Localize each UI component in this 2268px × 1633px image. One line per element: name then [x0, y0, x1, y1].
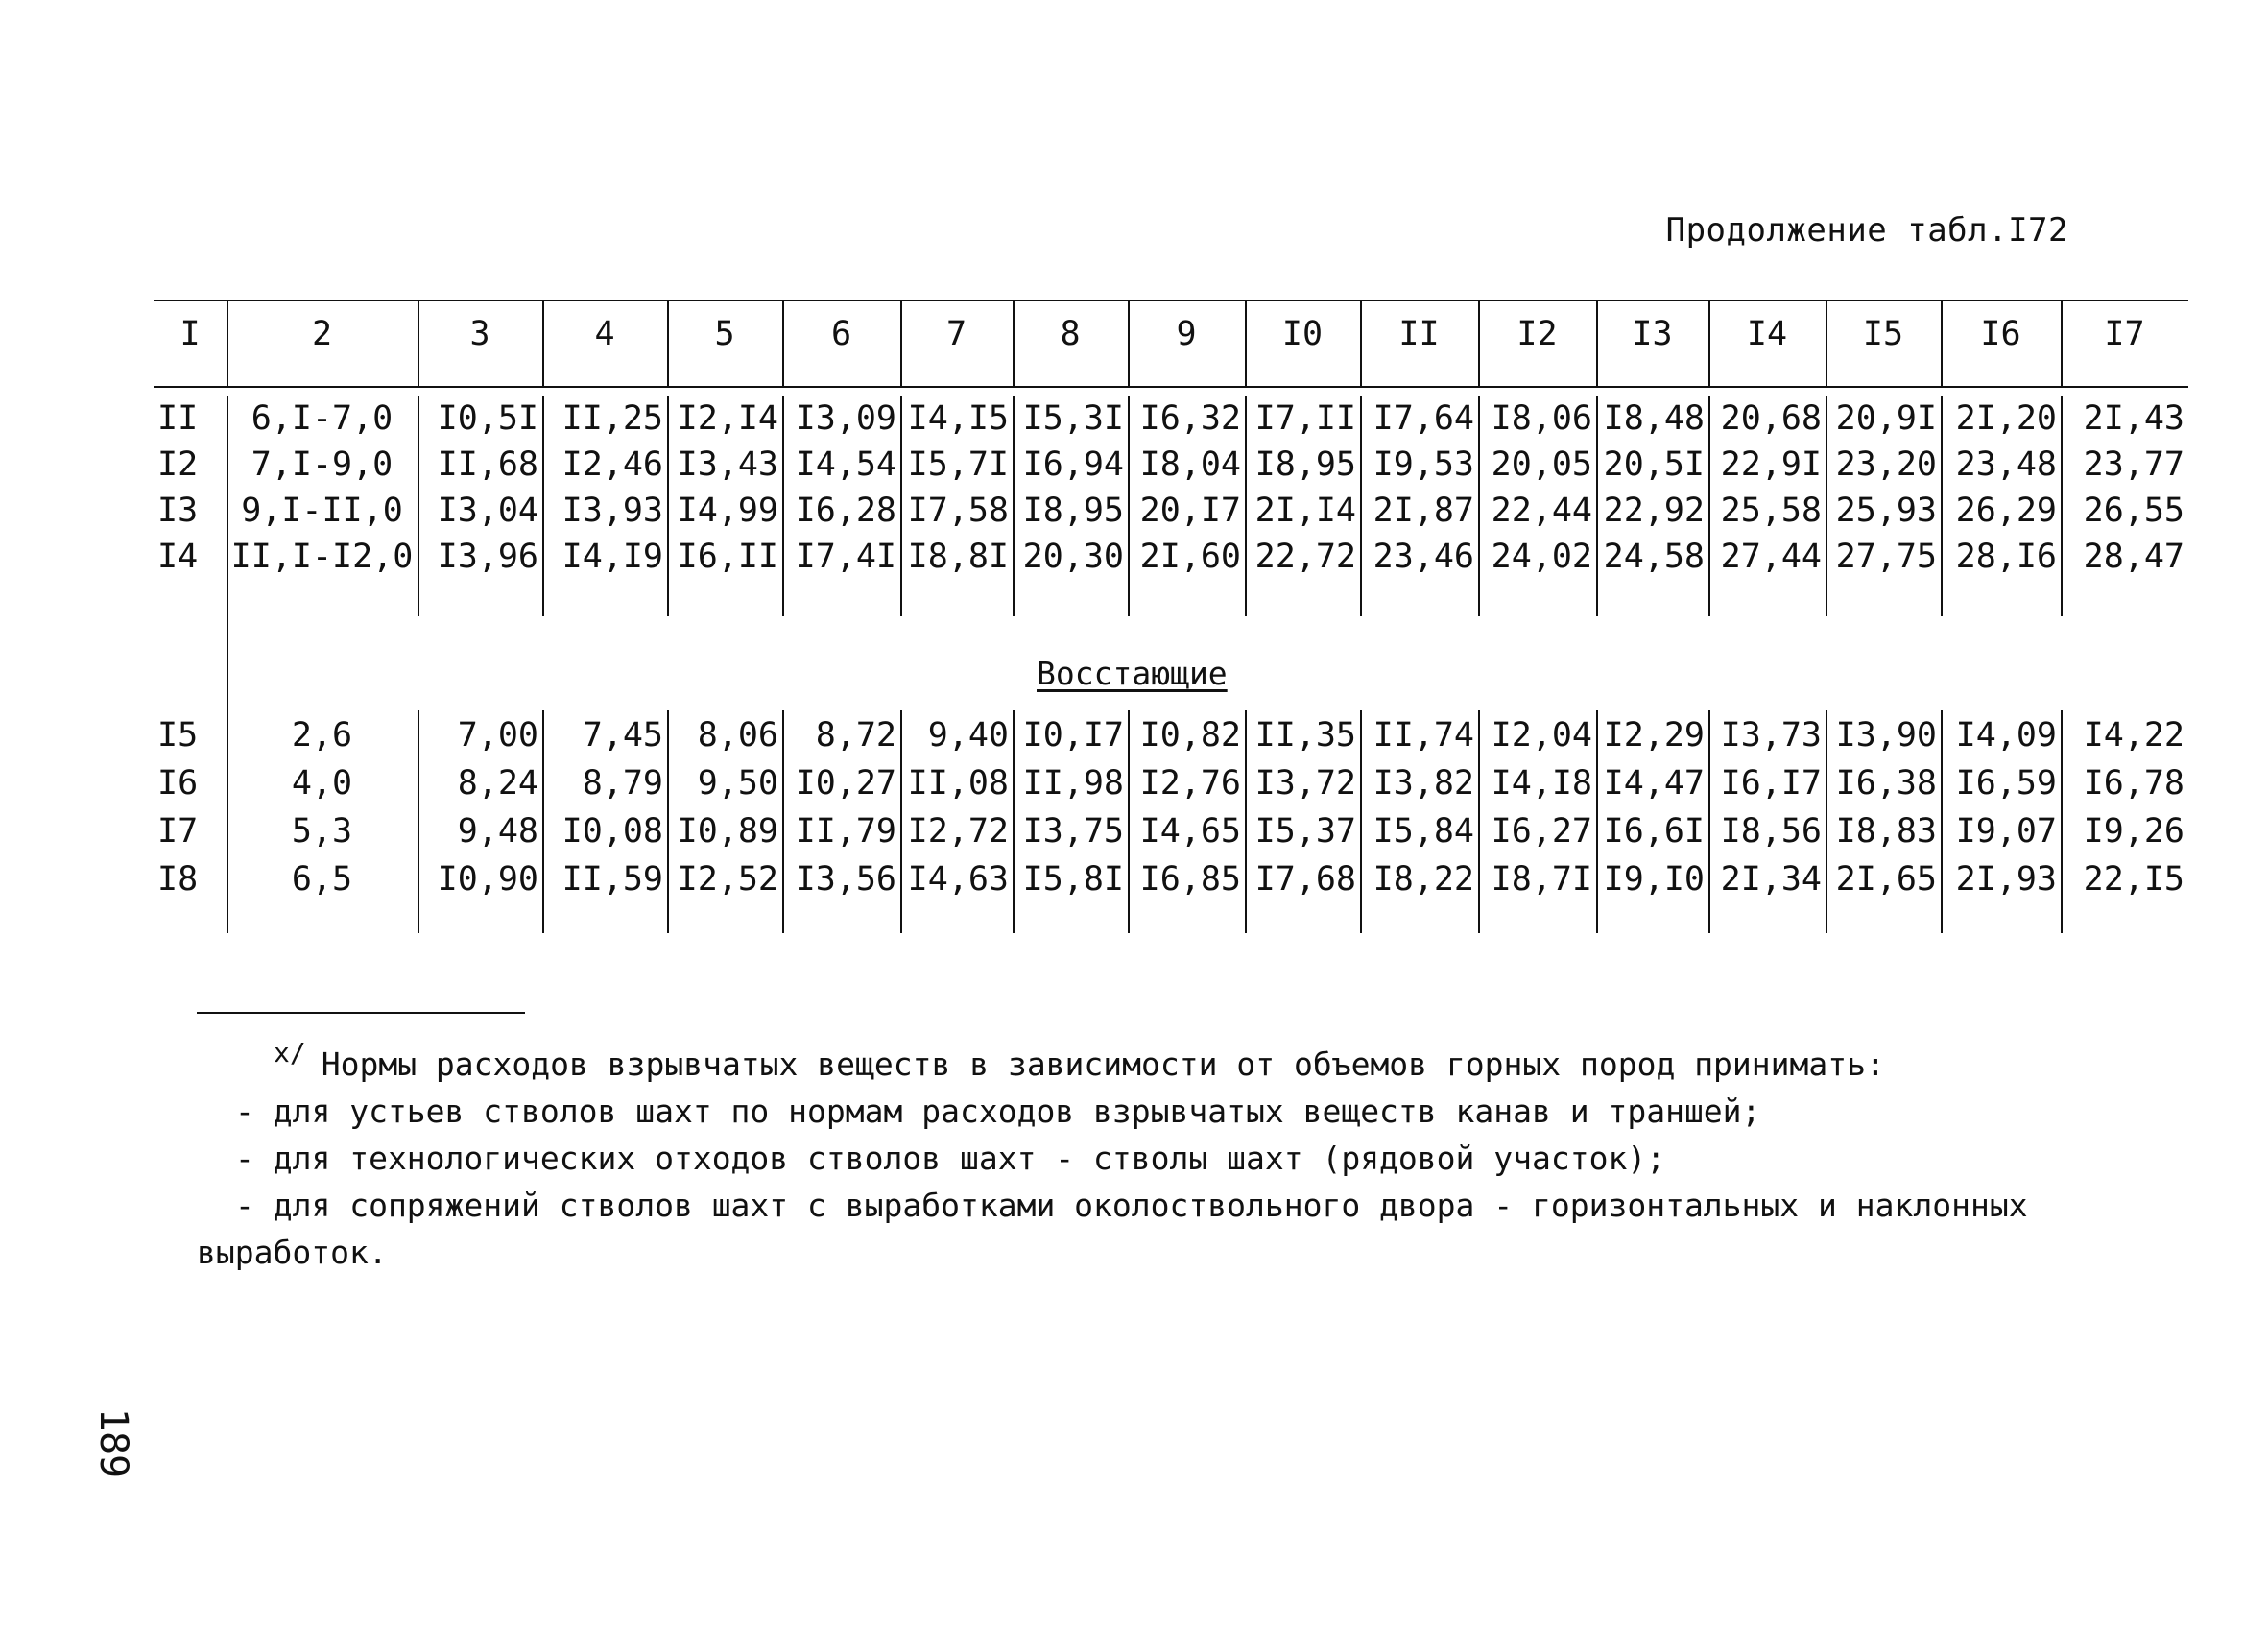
column-header: I2	[1516, 315, 1558, 353]
column-header: 5	[714, 315, 735, 353]
column-divider	[1478, 710, 1480, 933]
column-header: 4	[594, 315, 615, 353]
column-divider	[542, 396, 544, 616]
table-cell: I8,48	[1603, 399, 1705, 438]
table-cell: 2I,I4	[1254, 492, 1356, 530]
column-divider	[2061, 710, 2063, 933]
table-cell: 22,I5	[2083, 860, 2184, 899]
column-divider	[227, 616, 228, 710]
table-cell: I6,II	[677, 538, 778, 576]
table-cell: I6,27	[1491, 812, 1592, 851]
table-cell: 8,06	[697, 716, 778, 755]
table-cell: 2I,93	[1955, 860, 2057, 899]
table-cell: 8,79	[582, 764, 663, 803]
table-cell: 7,I-9,0	[251, 445, 394, 484]
table-cell: I2,46	[561, 445, 663, 484]
column-divider	[667, 710, 669, 933]
table-cell: I0,5I	[437, 399, 538, 438]
table-cell: I2,76	[1139, 764, 1241, 803]
table-cell: I2	[157, 445, 199, 484]
column-header: I6	[1980, 315, 2021, 353]
table-cell: I6,38	[1835, 764, 1937, 803]
footnote	[197, 1029, 2078, 1276]
table-cell: I0,82	[1139, 716, 1241, 755]
column-divider	[1360, 396, 1362, 616]
table-cell: I4	[157, 538, 199, 576]
table-cell: 26,55	[2083, 492, 2184, 530]
column-divider	[418, 710, 419, 933]
table-cell: I8,95	[1022, 492, 1124, 530]
table-cell: I5,8I	[1022, 860, 1124, 899]
column-header: 6	[830, 315, 852, 353]
table-top-rule	[154, 300, 2188, 301]
table-cell: I2,04	[1491, 716, 1592, 755]
table-header-rule	[154, 386, 2188, 388]
column-header: II	[1398, 315, 1440, 353]
table-cell: II,98	[1022, 764, 1124, 803]
column-divider	[667, 396, 669, 616]
column-header: I	[179, 315, 201, 353]
table-cell: I8,06	[1491, 399, 1592, 438]
table-cell: I8,56	[1720, 812, 1822, 851]
header-column-divider	[1596, 300, 1598, 386]
table-cell: 2I,87	[1373, 492, 1474, 530]
header-column-divider	[1360, 300, 1362, 386]
table-cell: 20,68	[1720, 399, 1822, 438]
table-cell: 7,45	[582, 716, 663, 755]
header-column-divider	[1941, 300, 1943, 386]
table-cell: I6,94	[1022, 445, 1124, 484]
table-cell: 22,92	[1603, 492, 1705, 530]
table-cell: I6	[157, 764, 199, 803]
header-column-divider	[542, 300, 544, 386]
header-column-divider	[1478, 300, 1480, 386]
column-divider	[1013, 396, 1015, 616]
table-cell: I0,27	[795, 764, 896, 803]
column-divider	[1596, 710, 1598, 933]
column-header: I0	[1281, 315, 1324, 353]
column-header: I3	[1632, 315, 1673, 353]
table-cell: 20,5I	[1603, 445, 1705, 484]
table-cell: I5,3I	[1022, 399, 1124, 438]
column-divider	[542, 710, 544, 933]
table-cell: I6,I7	[1720, 764, 1822, 803]
table-cell: 8,24	[457, 764, 538, 803]
column-divider	[1826, 710, 1827, 933]
page-number: 189	[91, 1407, 136, 1478]
table-cell: I8,95	[1254, 445, 1356, 484]
table-cell: I7	[157, 812, 199, 851]
table-cell: I2,52	[677, 860, 778, 899]
table-cell: I3,75	[1022, 812, 1124, 851]
footnote-marker: x/	[274, 1037, 306, 1069]
column-divider	[1708, 710, 1710, 933]
table-cell: 20,30	[1022, 538, 1124, 576]
column-header: 2	[311, 315, 333, 353]
table-cell: I3,72	[1254, 764, 1356, 803]
table-cell: 2I,65	[1835, 860, 1937, 899]
table-cell: I3,93	[561, 492, 663, 530]
table-cell: 22,72	[1254, 538, 1356, 576]
table-cell: I6,32	[1139, 399, 1241, 438]
table-cell: I3,96	[437, 538, 538, 576]
table-cell: 27,44	[1720, 538, 1822, 576]
footnote-line-1: $^{x/}$ Нормы расходов взрывчатых веществ в зависимости от объемов горных пород принимать:	[274, 1037, 1885, 1083]
table-cell: I8,8I	[907, 538, 1009, 576]
table-cell: 6,5	[291, 860, 353, 899]
table-cell: I6,59	[1955, 764, 2057, 803]
table-cell: I0,90	[437, 860, 538, 899]
column-divider	[1941, 396, 1943, 616]
table-cell: 23,48	[1955, 445, 2057, 484]
header-column-divider	[1013, 300, 1015, 386]
header-column-divider	[227, 300, 228, 386]
table-cell: 28,I6	[1955, 538, 2057, 576]
table-cell: 9,50	[697, 764, 778, 803]
table-cell: I0,89	[677, 812, 778, 851]
column-divider	[418, 396, 419, 616]
table-cell: I0,I7	[1022, 716, 1124, 755]
column-header: 9	[1176, 315, 1197, 353]
column-divider	[1708, 396, 1710, 616]
table-cell: I9,I0	[1603, 860, 1705, 899]
table-cell: II,25	[561, 399, 663, 438]
table-cell: I8,04	[1139, 445, 1241, 484]
header-column-divider	[782, 300, 784, 386]
table-cell: I6,78	[2083, 764, 2184, 803]
table-cell: II	[157, 399, 199, 438]
column-divider	[1360, 710, 1362, 933]
table-cell: I3,82	[1373, 764, 1474, 803]
table-cell: 2I,60	[1139, 538, 1241, 576]
table-cell: I8,83	[1835, 812, 1937, 851]
table-cell: 20,I7	[1139, 492, 1241, 530]
table-cell: I8	[157, 860, 199, 899]
header-column-divider	[1128, 300, 1130, 386]
table-cell: I4,47	[1603, 764, 1705, 803]
table-cell: 6,I-7,0	[251, 399, 394, 438]
table-cell: 22,44	[1491, 492, 1592, 530]
table-cell: I2,72	[907, 812, 1009, 851]
column-divider	[1941, 710, 1943, 933]
table-cell: 20,05	[1491, 445, 1592, 484]
table-cell: I5,37	[1254, 812, 1356, 851]
table-cell: I7,68	[1254, 860, 1356, 899]
table-cell: I4,09	[1955, 716, 2057, 755]
table-cell: I4,99	[677, 492, 778, 530]
column-header: 8	[1060, 315, 1081, 353]
table-cell: 2I,20	[1955, 399, 2057, 438]
header-column-divider	[667, 300, 669, 386]
table-cell: I6,6I	[1603, 812, 1705, 851]
table-cell: 4,0	[291, 764, 353, 803]
table-cell: II,08	[907, 764, 1009, 803]
table-cell: I4,I9	[561, 538, 663, 576]
column-divider	[782, 710, 784, 933]
column-divider	[1245, 396, 1247, 616]
table-cell: II,59	[561, 860, 663, 899]
table-cell: II,68	[437, 445, 538, 484]
table-cell: 28,47	[2083, 538, 2184, 576]
table-cell: I5,84	[1373, 812, 1474, 851]
column-divider	[1826, 396, 1827, 616]
column-header: 3	[469, 315, 490, 353]
table-cell: I3,73	[1720, 716, 1822, 755]
header-column-divider	[1826, 300, 1827, 386]
table-cell: I4,I5	[907, 399, 1009, 438]
table-cell: I9,07	[1955, 812, 2057, 851]
table-cell: I3	[157, 492, 199, 530]
table-cell: 2I,43	[2083, 399, 2184, 438]
column-header: I5	[1862, 315, 1904, 353]
footnote-line-2: - для устьев стволов шахт по нормам расходов взрывчатых веществ канав и траншей;	[235, 1093, 1761, 1130]
table-cell: 22,9I	[1720, 445, 1822, 484]
table-cell: I5	[157, 716, 199, 755]
header-column-divider	[2061, 300, 2063, 386]
table-cell: I4,65	[1139, 812, 1241, 851]
table-cell: II,79	[795, 812, 896, 851]
table-cell: I3,56	[795, 860, 896, 899]
header-column-divider	[418, 300, 419, 386]
table-cell: II,74	[1373, 716, 1474, 755]
table-cell: I4,54	[795, 445, 896, 484]
table-cell: I7,II	[1254, 399, 1356, 438]
table-cell: II,I-I2,0	[230, 538, 414, 576]
column-divider	[1013, 710, 1015, 933]
table-cell: 25,93	[1835, 492, 1937, 530]
table-cell: 27,75	[1835, 538, 1937, 576]
table-cell: I2,I4	[677, 399, 778, 438]
header-column-divider	[1245, 300, 1247, 386]
table-cell: 9,48	[457, 812, 538, 851]
column-divider	[2061, 396, 2063, 616]
table-cell: I7,58	[907, 492, 1009, 530]
table-cell: I6,85	[1139, 860, 1241, 899]
table-cell: I3,09	[795, 399, 896, 438]
column-header: I7	[2104, 315, 2145, 353]
column-divider	[227, 710, 228, 933]
column-header: I4	[1746, 315, 1788, 353]
table-cell: 25,58	[1720, 492, 1822, 530]
column-header: 7	[945, 315, 967, 353]
footnote-line-4: - для сопряжений стволов шахт с выработками околоствольного двора - горизонтальных и наклонных	[235, 1187, 2028, 1224]
table-cell: I8,22	[1373, 860, 1474, 899]
table-cell: I8,7I	[1491, 860, 1592, 899]
table-cell: I4,I8	[1491, 764, 1592, 803]
table-cell: I4,22	[2083, 716, 2184, 755]
header-column-divider	[900, 300, 902, 386]
column-divider	[227, 396, 228, 616]
table-cell: I7,64	[1373, 399, 1474, 438]
table-cell: 2,6	[291, 716, 353, 755]
column-divider	[1128, 396, 1130, 616]
table-cell: II,35	[1254, 716, 1356, 755]
column-divider	[1245, 710, 1247, 933]
table-cell: I3,04	[437, 492, 538, 530]
table-cell: I2,29	[1603, 716, 1705, 755]
table-cell: 5,3	[291, 812, 353, 851]
column-divider	[900, 710, 902, 933]
table-cell: I5,7I	[907, 445, 1009, 484]
table-cell: 26,29	[1955, 492, 2057, 530]
column-divider	[1596, 396, 1598, 616]
column-divider	[900, 396, 902, 616]
table-cell: I6,28	[795, 492, 896, 530]
column-divider	[1478, 396, 1480, 616]
table-cell: I9,26	[2083, 812, 2184, 851]
table-cell: I7,4I	[795, 538, 896, 576]
table-cell: 9,I-II,0	[241, 492, 403, 530]
column-divider	[782, 396, 784, 616]
table-cell: 9,40	[927, 716, 1009, 755]
table-cell: 2I,34	[1720, 860, 1822, 899]
data-table	[154, 300, 2188, 933]
table-cell: 23,46	[1373, 538, 1474, 576]
table-cell: I4,63	[907, 860, 1009, 899]
table-cell: 20,9I	[1835, 399, 1937, 438]
table-cell: I9,53	[1373, 445, 1474, 484]
table-cell: 24,02	[1491, 538, 1592, 576]
column-divider	[1128, 710, 1130, 933]
table-cell: I0,08	[561, 812, 663, 851]
table-cell: I3,90	[1835, 716, 1937, 755]
footnote-line-3: - для технологических отходов стволов шахт - стволы шахт (рядовой участок);	[235, 1140, 1666, 1177]
section-title: Восстающие	[1037, 655, 1228, 692]
table-cell: 8,72	[815, 716, 896, 755]
header-column-divider	[1708, 300, 1710, 386]
table-cell: 7,00	[457, 716, 538, 755]
table-cell: 24,58	[1603, 538, 1705, 576]
continuation-label: Продолжение табл.I72	[1665, 211, 2068, 250]
table-cell: I3,43	[677, 445, 778, 484]
table-cell: 23,20	[1835, 445, 1937, 484]
footnote-line-5: выработок.	[197, 1234, 388, 1271]
table-cell: 23,77	[2083, 445, 2184, 484]
footnote-divider	[197, 1012, 525, 1014]
